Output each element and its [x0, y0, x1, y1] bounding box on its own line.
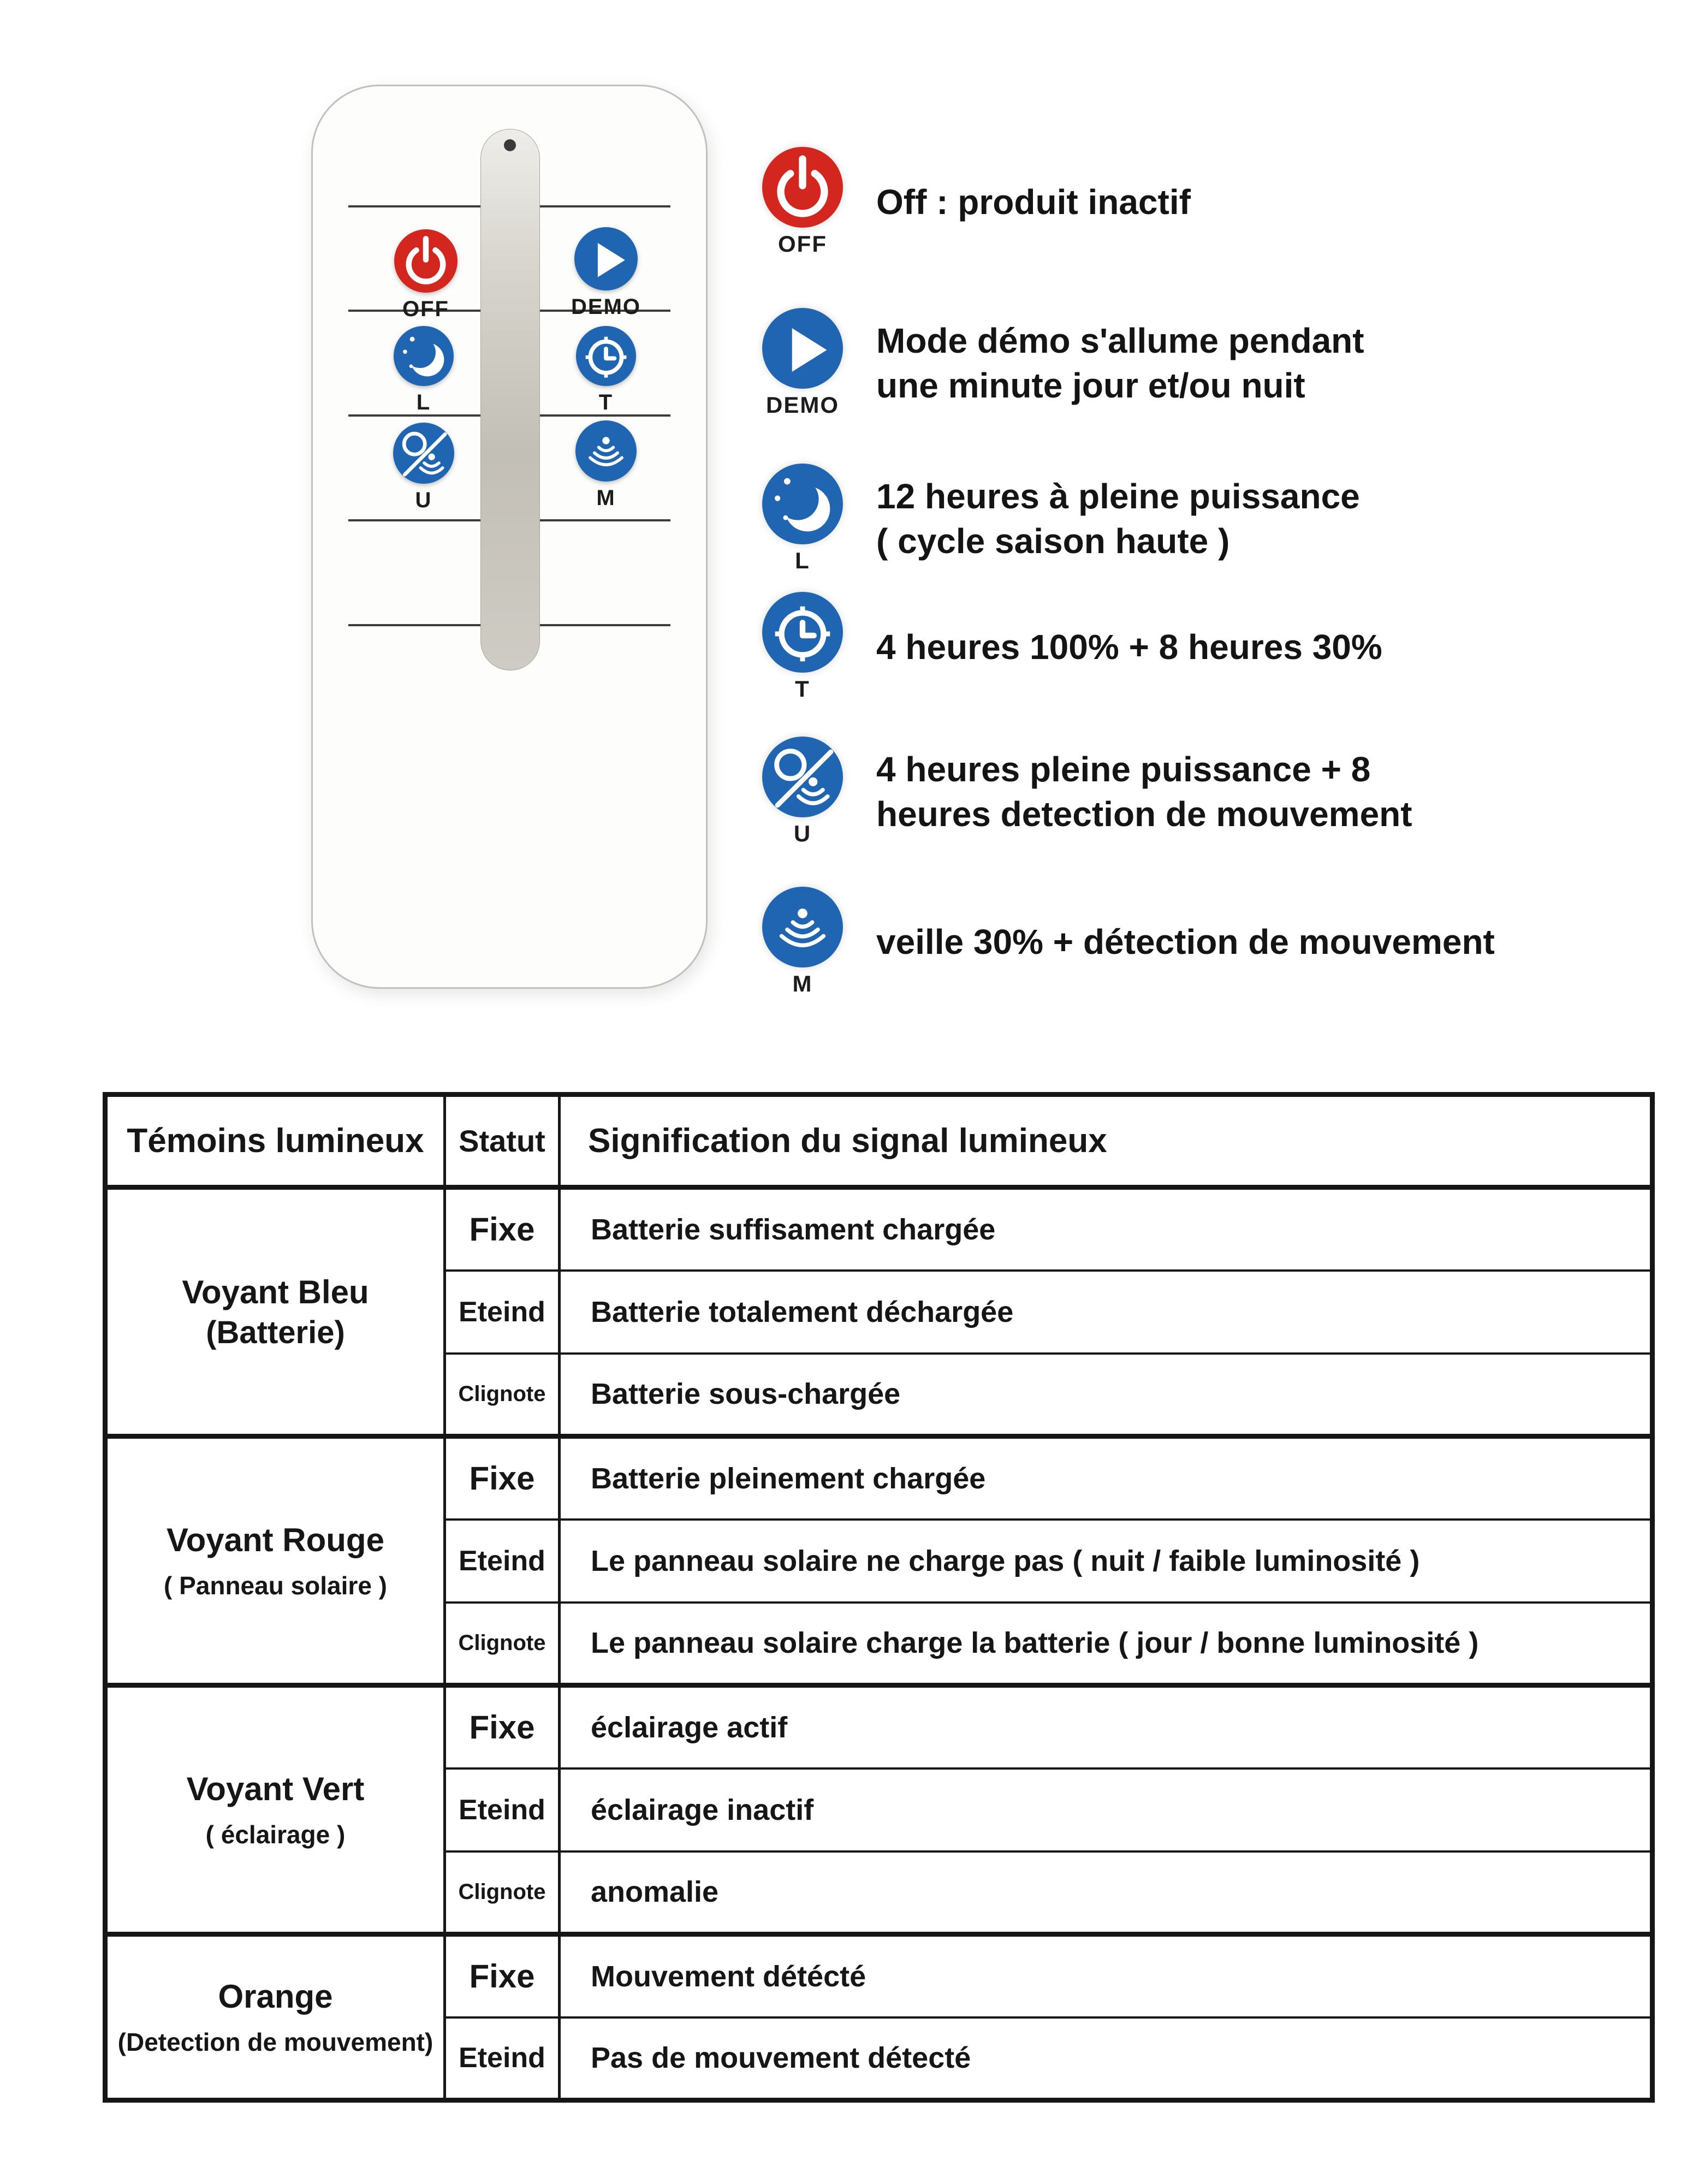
status-cell: Eteind	[445, 1271, 560, 1354]
remote-button-l	[358, 326, 489, 415]
indicator-cell	[105, 1934, 445, 2100]
status-cell: Clignote	[445, 1603, 560, 1686]
moon-icon	[394, 326, 454, 386]
remote-button-label: M	[596, 486, 616, 510]
indicator-subtitle: ( Panneau solaire )	[163, 1571, 387, 1600]
remote-button-t	[540, 326, 672, 415]
meaning-cell: éclairage inactif	[560, 1768, 1653, 1851]
indicator-cell	[105, 1437, 445, 1686]
legend-description	[876, 625, 1382, 669]
indicator-cell	[105, 1686, 445, 1934]
ir-emitter-dot	[504, 139, 516, 151]
indicator-name: Voyant Rouge	[167, 1522, 384, 1558]
indicator-name: Voyant Bleu	[182, 1273, 369, 1310]
play-icon	[762, 308, 843, 389]
remote-button-u	[358, 423, 489, 513]
moon-motion-icon	[762, 737, 843, 817]
status-cell: Fixe	[445, 1188, 560, 1271]
legend-icon-label: DEMO	[766, 392, 839, 418]
indicator-name: Voyant Vert	[186, 1771, 365, 1807]
legend-icon-column	[756, 737, 849, 847]
remote-button-off	[360, 229, 491, 322]
indicator-subtitle: (Detection de mouvement)	[117, 2028, 433, 2056]
table-row	[105, 1934, 1653, 2017]
motion-waves-icon	[762, 887, 843, 968]
meaning-cell: Batterie totalement déchargée	[560, 1271, 1653, 1354]
table-row	[105, 1686, 1653, 1768]
col-header-signification: Signification du signal lumineux	[560, 1095, 1653, 1188]
legend-description-line: Off : produit inactif	[876, 182, 1191, 222]
legend-description-line: heures detection de mouvement	[876, 794, 1412, 834]
remote-button-m	[540, 420, 672, 511]
legend-icon-column	[756, 464, 849, 574]
legend-description	[876, 180, 1191, 224]
status-cell: Eteind	[445, 1768, 560, 1851]
legend-icon-column	[756, 147, 849, 257]
legend-description-line: 4 heures 100% + 8 heures 30%	[876, 627, 1382, 667]
legend-description-line: Mode démo s'allume pendant	[876, 321, 1364, 360]
legend-item-t	[756, 581, 1382, 713]
status-cell: Fixe	[445, 1437, 560, 1520]
table-header-row	[105, 1095, 1653, 1188]
motion-waves-icon	[575, 420, 637, 482]
meaning-cell: Batterie suffisament chargée	[560, 1188, 1653, 1271]
remote-button-label: L	[416, 390, 431, 414]
legend-description-line: 4 heures pleine puissance + 8	[876, 750, 1371, 789]
moon-icon	[762, 464, 843, 544]
meaning-cell: Le panneau solaire ne charge pas ( nuit / faible luminosité )	[560, 1520, 1653, 1603]
meaning-cell: Le panneau solaire charge la batterie ( jour / bonne luminosité )	[560, 1603, 1653, 1686]
moon-motion-icon	[393, 423, 454, 484]
legend-description-line: ( cycle saison haute )	[876, 521, 1230, 561]
col-header-temoins-lumineux: Témoins lumineux	[105, 1095, 445, 1188]
table-row	[105, 1188, 1653, 1271]
status-cell: Clignote	[445, 1851, 560, 1934]
legend-item-demo	[756, 298, 1364, 429]
status-cell: Clignote	[445, 1354, 560, 1437]
legend-icon-column	[756, 592, 849, 702]
clock-icon	[576, 326, 636, 386]
status-cell: Fixe	[445, 1934, 560, 2017]
legend-description	[876, 747, 1412, 836]
indicator-subtitle: ( éclairage )	[205, 1820, 346, 1849]
legend-description	[876, 919, 1495, 964]
remote-button-label: U	[415, 488, 432, 512]
legend-item-off	[756, 136, 1191, 268]
legend-icon-label: L	[795, 548, 810, 573]
indicator-subtitle: (Batterie)	[206, 1314, 345, 1350]
meaning-cell: Batterie pleinement chargée	[560, 1437, 1653, 1520]
remote-control	[311, 85, 708, 989]
status-cell: Fixe	[445, 1686, 560, 1768]
legend-icon-label: U	[793, 821, 812, 846]
legend-icon-column	[756, 887, 849, 997]
status-cell: Eteind	[445, 2017, 560, 2100]
table-row	[105, 1437, 1653, 1520]
remote-button-label: T	[598, 390, 614, 414]
legend-description	[876, 474, 1360, 563]
play-icon	[574, 227, 638, 290]
meaning-cell: Batterie sous-chargée	[560, 1354, 1653, 1437]
legend-description-line: veille 30% + détection de mouvement	[876, 922, 1495, 962]
meaning-cell: Mouvement détécté	[560, 1934, 1653, 2017]
remote-center-stripe	[480, 129, 540, 670]
legend-icon-label: T	[795, 676, 810, 702]
remote-button-label: DEMO	[571, 295, 641, 319]
legend-description-line: 12 heures à pleine puissance	[876, 477, 1360, 516]
remote-button-demo	[540, 227, 672, 319]
legend-item-m	[756, 876, 1495, 1007]
status-cell: Eteind	[445, 1520, 560, 1603]
legend-icon-label: M	[792, 971, 813, 996]
indicator-table	[103, 1092, 1655, 2103]
indicator-cell	[105, 1188, 445, 1437]
meaning-cell: Pas de mouvement détecté	[560, 2017, 1653, 2100]
legend-icon-label: OFF	[778, 231, 827, 257]
legend-description-line: une minute jour et/ou nuit	[876, 366, 1305, 405]
table-body	[105, 1188, 1653, 2100]
legend-description	[876, 318, 1364, 408]
power-icon	[762, 147, 843, 228]
meaning-cell: éclairage actif	[560, 1686, 1653, 1768]
legend-item-u	[756, 726, 1412, 857]
legend-item-l	[756, 453, 1360, 584]
meaning-cell: anomalie	[560, 1851, 1653, 1934]
col-header-statut: Statut	[445, 1095, 560, 1188]
legend-icon-column	[756, 308, 849, 418]
remote-button-label: OFF	[402, 297, 449, 321]
indicator-name: Orange	[218, 1978, 333, 2015]
clock-icon	[762, 592, 843, 673]
power-icon	[394, 229, 458, 293]
